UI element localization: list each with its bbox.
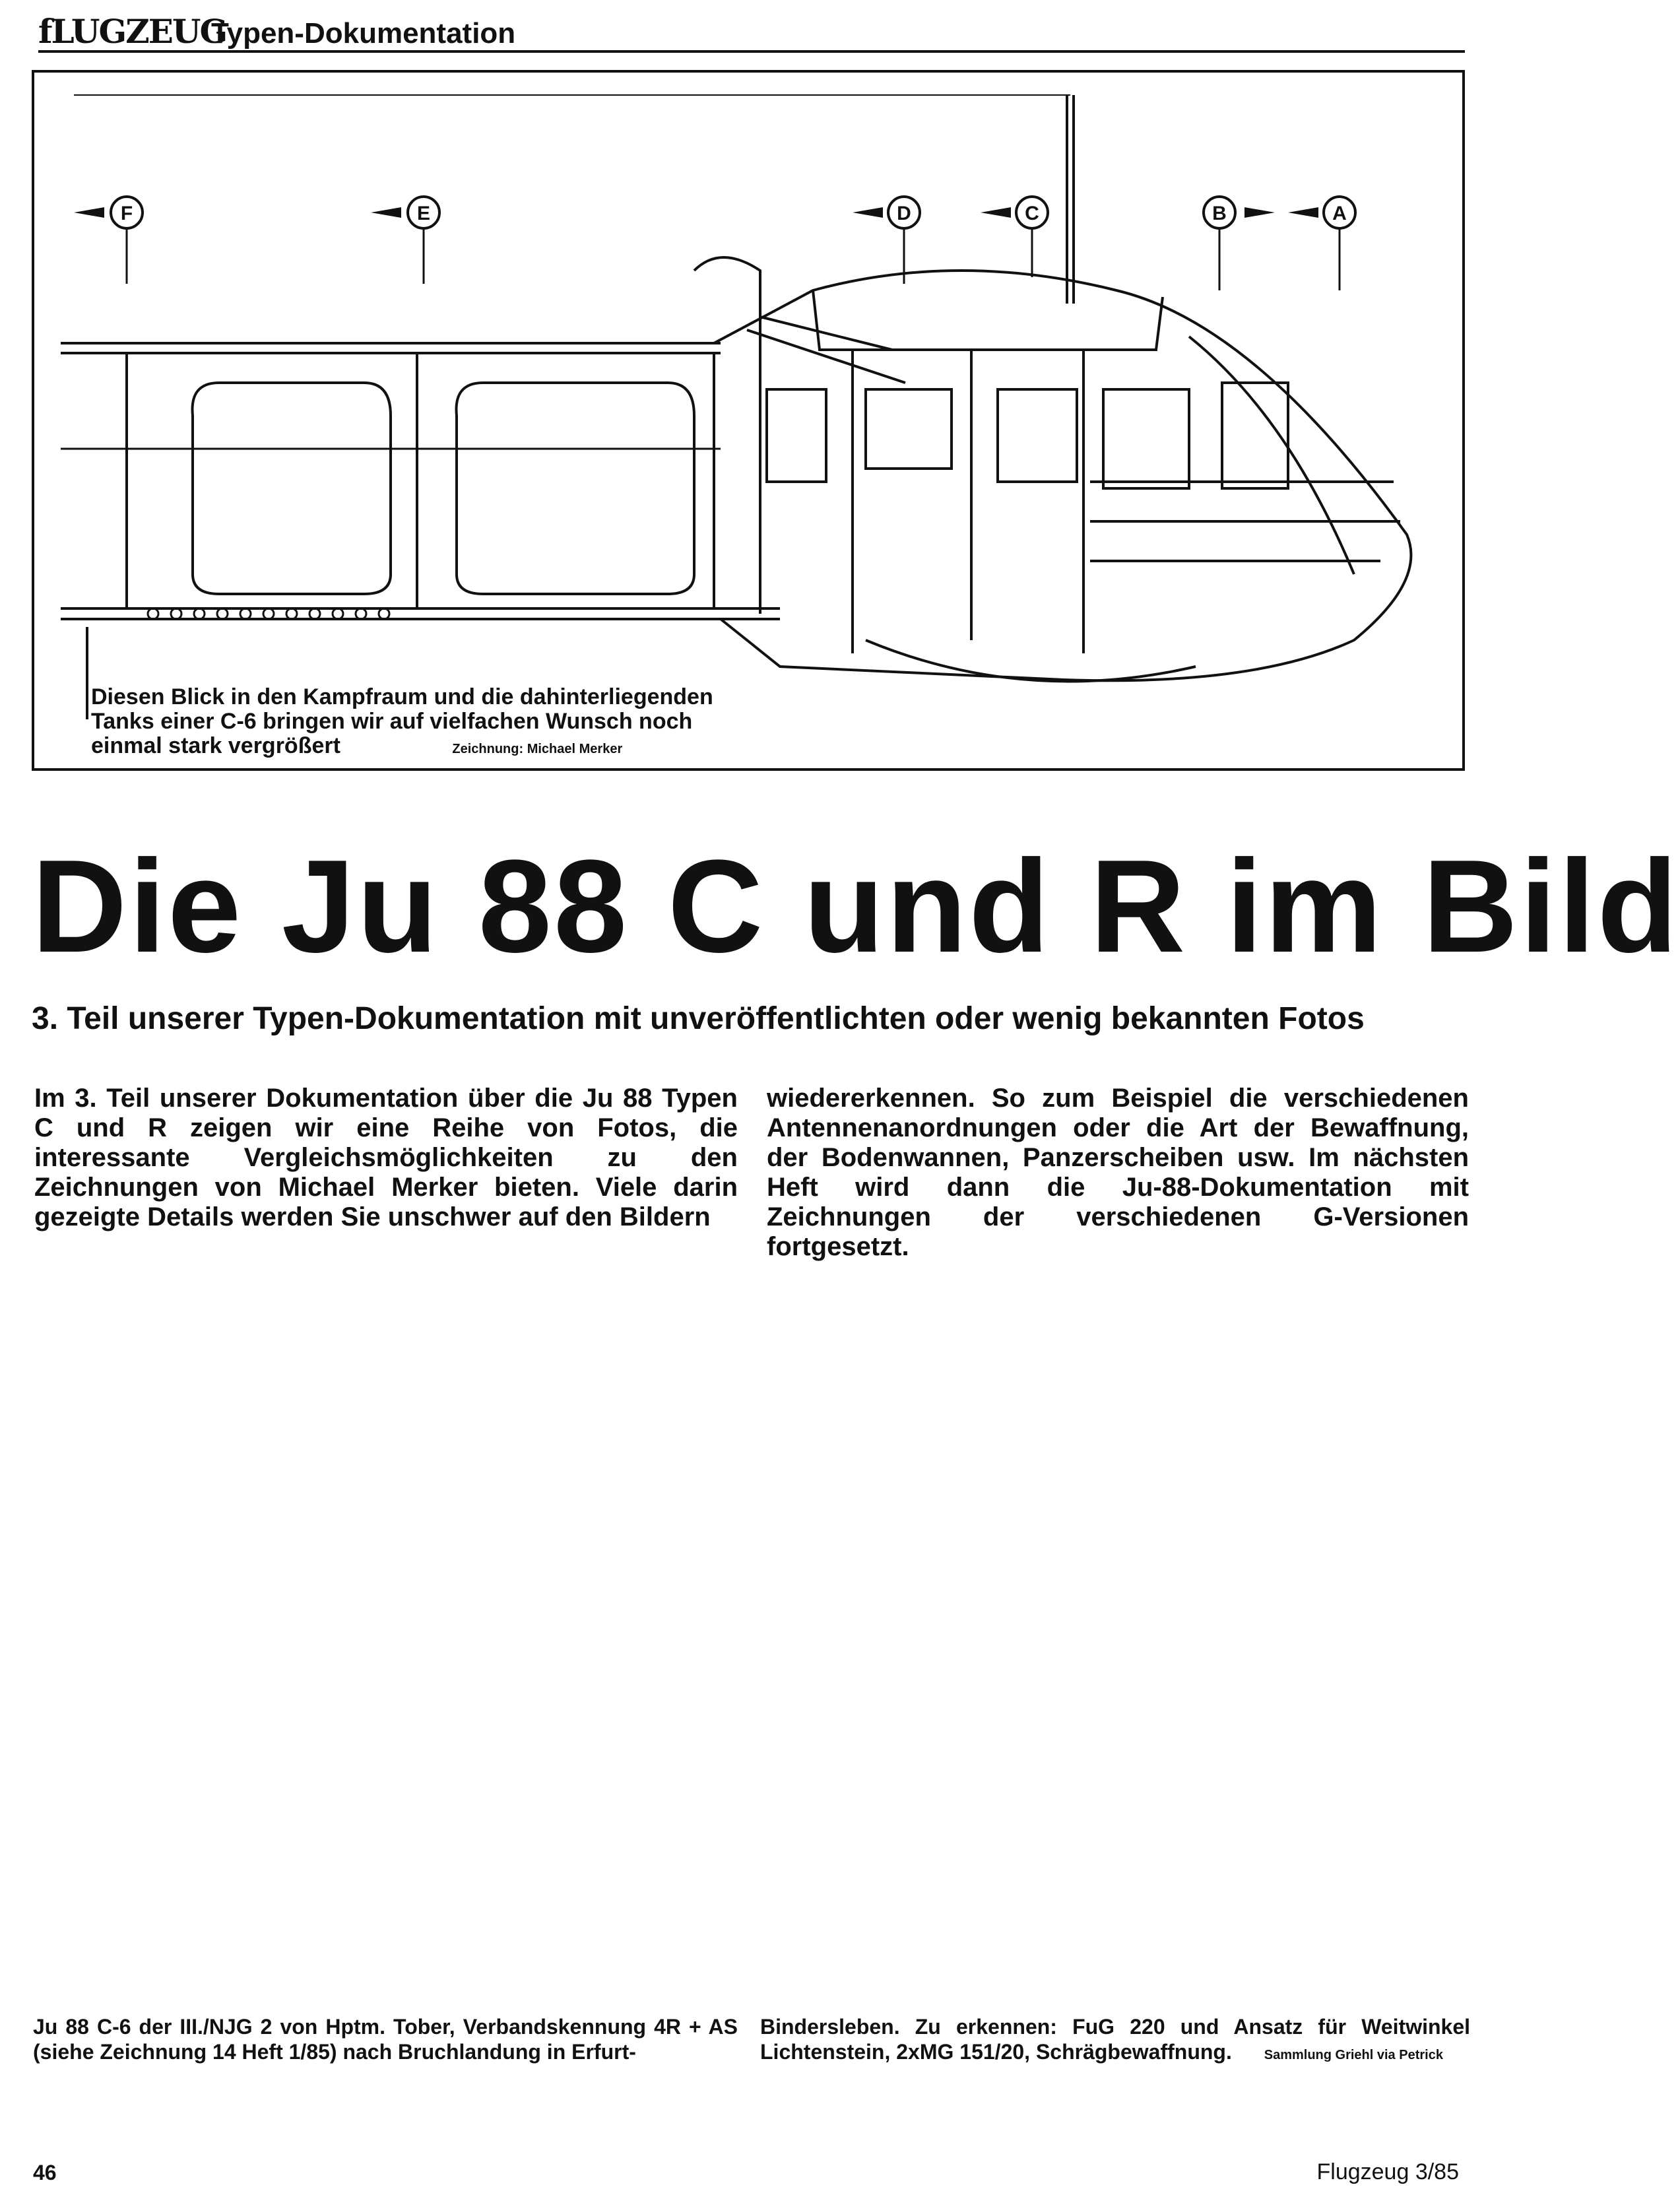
arrow-b-icon (1244, 207, 1275, 218)
arrow-a-icon (1288, 207, 1318, 218)
article-subtitle: 3. Teil unserer Typen-Dokumentation mit unveröffentlichten oder wenig bekannten Fotos (32, 1001, 1365, 1036)
cutaway-drawing (34, 73, 1462, 768)
direction-arrows (74, 207, 1318, 218)
section-markers (74, 197, 1355, 228)
photo-caption-left: Ju 88 C-6 der III./NJG 2 von Hptm. Tober, Verbandskennung 4R + AS (siehe Zeichnung 14 Heft 1/85) nach Bruchlandung in Erfurt- (33, 2015, 738, 2064)
intro-column-left: Im 3. Teil unserer Dokumentation über die Ju 88 Typen C und R zeigen wir eine Reihe von Fotos, die interessante Vergleichsmöglichkeiten zu den Zeichnungen von Michael Merker bieten. Viele darin gezeigte Details werden Sie unschwer auf den Bildern (34, 1084, 738, 1231)
arrow-e-icon (371, 207, 401, 218)
issue-label: Flugzeug 3/85 (1316, 2159, 1459, 2184)
figure-caption (91, 685, 758, 762)
marker-c-label: C (1025, 203, 1039, 224)
arrow-d-icon (853, 207, 883, 218)
arrow-f-icon (74, 207, 104, 218)
section-title: Typen-Dokumentation (211, 17, 516, 49)
figure-caption-text: Diesen Blick in den Kampfraum und die dahinterliegenden Tanks einer C-6 bringen wir auf vielfachen Wunsch noch einmal stark vergrößert (91, 684, 713, 758)
magazine-logo: fLUGZEUG (38, 12, 227, 51)
marker-f-label: F (120, 203, 133, 224)
marker-a-label: A (1332, 203, 1347, 224)
photo-credit: Sammlung Griehl via Petrick (1264, 2048, 1443, 2062)
figure-credit: Zeichnung: Michael Merker (452, 742, 623, 756)
marker-d-label: D (897, 203, 911, 224)
photo-caption-right-text: Bindersleben. Zu erkennen: FuG 220 und Ansatz für Weitwinkel Lichtenstein, 2xMG 151/20, Schrägbewaffnung. (760, 2015, 1470, 2064)
article-title: Die Ju 88 C und R im Bild (32, 833, 1680, 980)
page-number: 46 (33, 2161, 57, 2184)
arrow-c-icon (981, 207, 1011, 218)
page-header (38, 9, 1465, 53)
marker-e-label: E (416, 203, 431, 224)
marker-b-label: B (1212, 203, 1227, 224)
cutaway-drawing-figure (32, 70, 1465, 771)
photo-caption-right (760, 2014, 1470, 2068)
intro-column-right: wiedererkennen. So zum Beispiel die verschiedenen Antennenanordnungen oder die Art der Bewaffnung, der Bodenwannen, Panzerscheiben usw. Im nächsten Heft wird dann die Ju-88-Dokumentation mit Zeichnungen der verschiedenen G-Versionen fortgesetzt. (767, 1084, 1469, 1261)
